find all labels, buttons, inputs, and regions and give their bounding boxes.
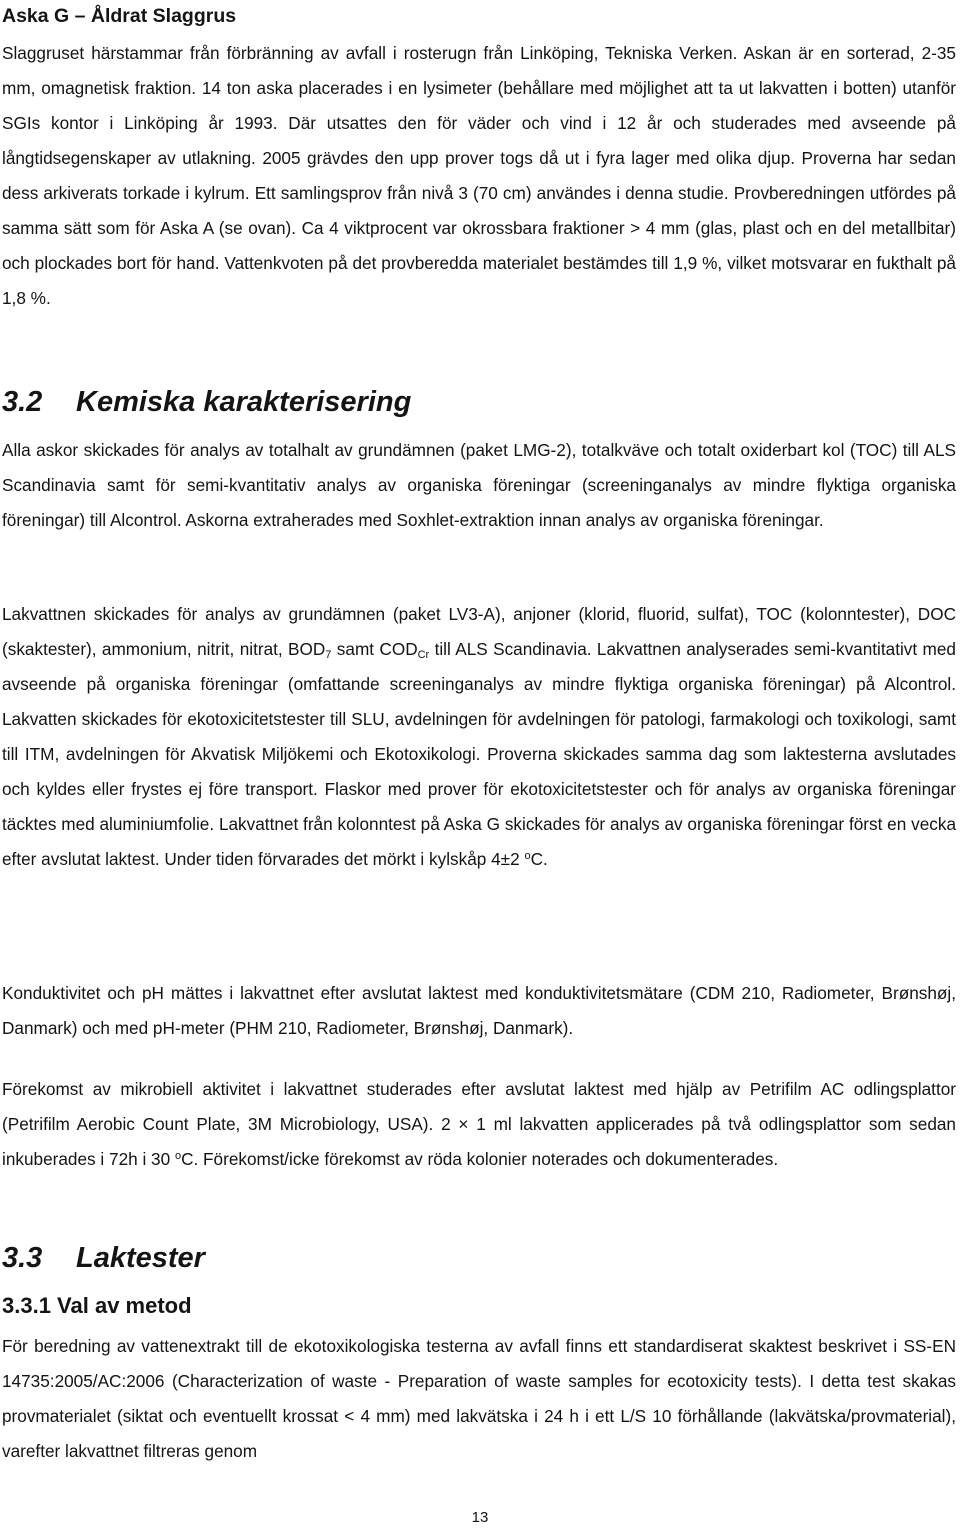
- section-3-3-heading: [2, 1240, 956, 1276]
- chem-paragraph-4-part-b: C. Förekomst/icke förekomst av röda kolonier noterades och dokumenterades.: [181, 1149, 779, 1169]
- chem-paragraph-2-part-d: C.: [530, 849, 548, 869]
- section-3-2-title: Kemiska karakterisering: [76, 386, 412, 418]
- chem-paragraph-2-part-b: samt COD: [331, 639, 418, 659]
- chem-paragraph-2-part-c: till ALS Scandinavia. Lakvattnen analyserades semi-kvantitativt med avseende på organiska föreningar (omfattande screeninganalys av mindre flyktiga organiska föreningar) på Alcontrol. Lakvatten skickades för ekotoxicitetstester till SLU, avdelningen för avdelningen för patologi, farmakologi och toxikologi, samt till ITM, avdelningen för Akvatisk Miljökemi och Ekotoxikologi. Proverna skickades samma dag som laktesterna avslutades och kyldes eller frystes ej före transport. Flaskor med prover för ekotoxicitetstester och för analys av organiska föreningar täcktes med aluminiumfolie. Lakvattnet från kolonntest på Aska G skickades för analys av organiska föreningar först en vecka efter avslutat laktest. Under tiden förvarades det mörkt i kylskåp 4±2: [2, 639, 956, 869]
- bod-subscript: 7: [325, 649, 332, 661]
- section-3-3-number: 3.3: [2, 1242, 43, 1274]
- section-3-3-title: Laktester: [76, 1242, 205, 1274]
- chem-paragraph-1: Alla askor skickades för analys av totalhalt av grundämnen (paket LMG-2), totalkväve och totalt oxiderbart kol (TOC) till ALS Scandinavia samt för semi-kvantitativ analys av organiska föreningar (screeninganalys av mindre flyktiga organiska föreningar) till Alcontrol. Askorna extraherades med Soxhlet-extraktion innan analys av organiska föreningar.: [2, 440, 956, 530]
- aska-g-heading: Aska G – Åldrat Slaggrus: [2, 5, 237, 27]
- chem-paragraph-2: [2, 597, 956, 877]
- section-3-3-1-heading: 3.3.1 Val av metod: [2, 1293, 192, 1318]
- section-3-2-number: 3.2: [2, 386, 43, 418]
- chem-paragraph-3: Konduktivitet och pH mättes i lakvattnet efter avslutat laktest med konduktivitetsmätare (CDM 210, Radiometer, Brønshøj, Danmark) och med pH-meter (PHM 210, Radiometer, Brønshøj, Danmark).: [2, 983, 956, 1038]
- page-number: 13: [471, 1509, 489, 1526]
- degree-superscript: o: [524, 850, 531, 862]
- section-3-2-heading: [2, 384, 956, 420]
- cod-subscript: Cr: [417, 649, 430, 661]
- chem-paragraph-4: [2, 1072, 956, 1177]
- method-paragraph: För beredning av vattenextrakt till de ekotoxikologiska testerna av avfall finns ett standardiserat skaktest beskrivet i SS-EN 14735:2005/AC:2006 (Characterization of waste - Preparation of waste samples for ecotoxicity tests). I detta test skakas provmaterialet (siktat och eventuellt krossat < 4 mm) med lakvätska i 24 h i ett L/S 10 förhållande (lakvätska/provmaterial), varefter lakvattnet filtreras genom: [2, 1336, 956, 1461]
- aska-g-paragraph: Slaggruset härstammar från förbränning av avfall i rosterugn från Linköping, Tekniska Verken. Askan är en sorterad, 2-35 mm, omagnetisk fraktion. 14 ton aska placerades i en lysimeter (behållare med möjlighet att ta ut lakvatten i botten) utanför SGIs kontor i Linköping år 1993. Där utsattes den för väder och vind i 12 år och studerades med avseende på långtidsegenskaper av utlakning. 2005 grävdes den upp prover togs då ut i fyra lager med olika djup. Proverna har sedan dess arkiverats torkade i kylrum. Ett samlingsprov från nivå 3 (70 cm) användes i denna studie. Provberedningen utfördes på samma sätt som för Aska A (se ovan). Ca 4 viktprocent var okrossbara fraktioner > 4 mm (glas, plast och en del metallbitar) och plockades bort för hand. Vattenkvoten på det provberedda materialet bestämdes till 1,9 %, vilket motsvarar en fukthalt på 1,8 %.: [2, 43, 956, 308]
- degree-superscript-2: o: [174, 1150, 182, 1162]
- chem-paragraph-2-part-a: Lakvattnen skickades för analys av grundämnen (paket LV3-A), anjoner (klorid, fluorid, sulfat), TOC (kolonntester), DOC (skaktester), ammonium, nitrit, nitrat, BOD: [2, 604, 956, 659]
- chem-paragraph-4-part-a: Förekomst av mikrobiell aktivitet i lakvattnet studerades efter avslutat laktest med hjälp av Petrifilm AC odlingsplattor (Petrifilm Aerobic Count Plate, 3M Microbiology, USA). 2 × 1 ml lakvatten applicerades på två odlingsplattor som sedan inkuberades i 72h i 30: [2, 1079, 956, 1169]
